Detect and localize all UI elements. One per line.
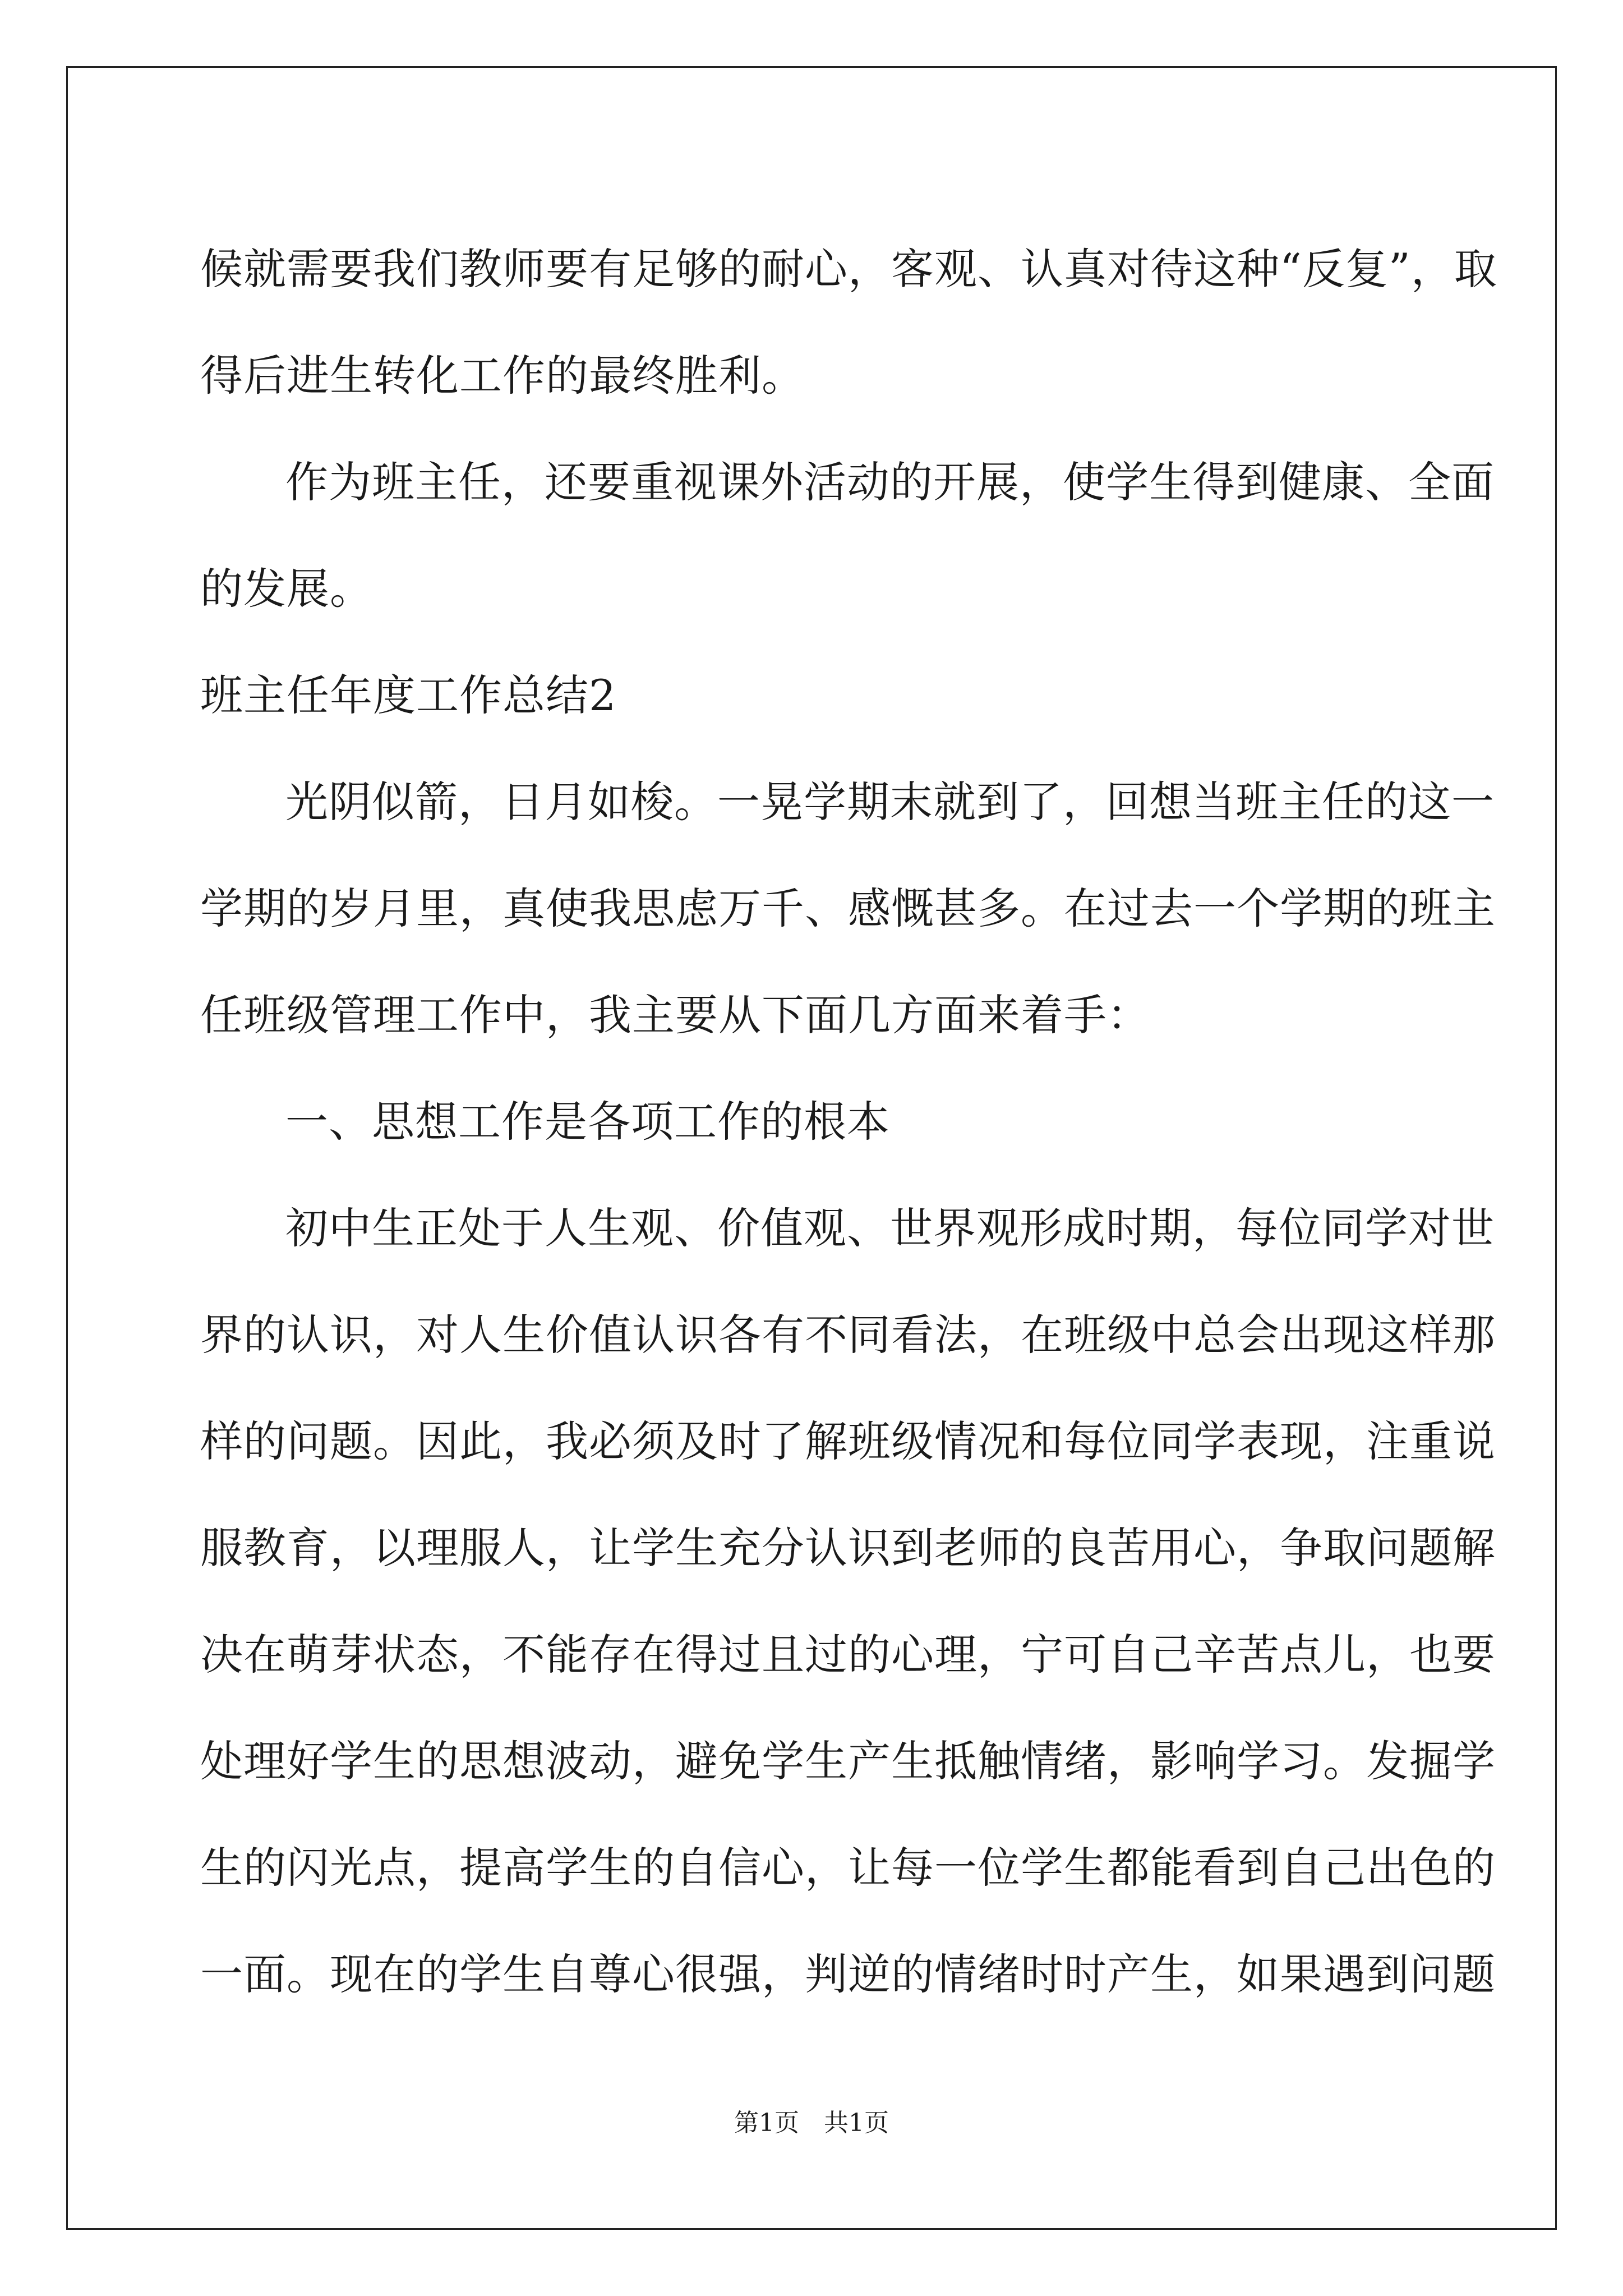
paragraph-line: 作为班主任，还要重视课外活动的开展，使学生得到健康、全面 (285, 457, 1495, 507)
paragraph-line: 任班级管理工作中，我主要从下面几方面来着手： (200, 990, 1150, 1040)
document-body (200, 216, 1497, 2028)
paragraph-line: 处理好学生的思想波动，避免学生产生抵触情绪，影响学习。发掘学 (200, 1736, 1496, 1786)
paragraph-line: 候就需要我们教师要有足够的耐心，客观、认真对待这种“反复”，取 (200, 244, 1497, 294)
page-number: 第1页 (734, 2109, 799, 2137)
subsection-heading: 一、思想工作是各项工作的根本 (285, 1097, 890, 1147)
paragraph-line: 得后进生转化工作的最终胜利。 (200, 351, 805, 401)
paragraph-line: 初中生正处于人生观、价值观、世界观形成时期，每位同学对世 (285, 1203, 1495, 1253)
section-heading: 班主任年度工作总结2 (200, 670, 617, 720)
paragraph-line: 一面。现在的学生自尊心很强，判逆的情绪时时产生，如果遇到问题 (200, 1949, 1496, 1999)
paragraph-line: 的发展。 (200, 564, 373, 614)
paragraph-line: 生的闪光点，提高学生的自信心，让每一位学生都能看到自己出色的 (200, 1843, 1496, 1893)
paragraph-line: 服教育，以理服人，让学生充分认识到老师的良苦用心，争取问题解 (200, 1523, 1496, 1573)
page-total: 共1页 (824, 2109, 889, 2137)
paragraph-line: 界的认识，对人生价值认识各有不同看法，在班级中总会出现这样那 (200, 1310, 1496, 1360)
paragraph-line: 决在萌芽状态，不能存在得过且过的心理，宁可自己辛苦点儿，也要 (200, 1630, 1496, 1680)
paragraph-line: 光阴似箭，日月如梭。一晃学期末就到了，回想当班主任的这一 (285, 777, 1495, 827)
paragraph-line: 学期的岁月里，真使我思虑万千、感慨甚多。在过去一个学期的班主 (200, 884, 1496, 933)
paragraph-line: 样的问题。因此，我必须及时了解班级情况和每位同学表现，注重说 (200, 1416, 1496, 1466)
page-footer (0, 2106, 1623, 2140)
